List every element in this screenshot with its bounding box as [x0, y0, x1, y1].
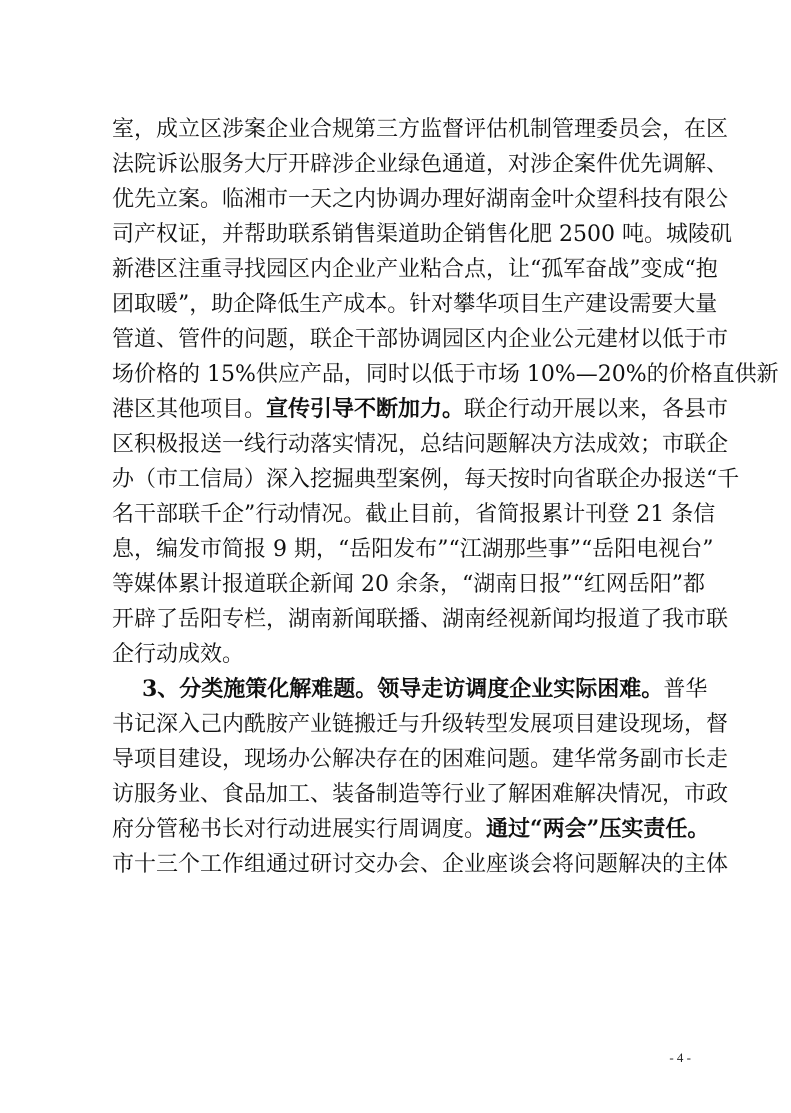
bold-text-segment: 通过“两会”压实责任。	[486, 816, 710, 842]
text-segment: 新港区注重寻找园区内企业产业粘合点，让“孤军奋战”变成“抱	[112, 257, 718, 282]
text-segment: 室，成立区涉案企业合规第三方监督评估机制管理委员会，在区	[112, 117, 729, 142]
text-segment: 普华	[663, 677, 708, 702]
text-line	[112, 322, 729, 357]
text-line	[112, 812, 710, 847]
text-line	[112, 112, 729, 147]
text-line	[112, 252, 718, 287]
text-segment: 等媒体累计报道联企新闻 20 余条，“湖南日报”“红网岳阳”都	[112, 572, 705, 597]
text-line	[112, 357, 779, 392]
bold-text-segment: 宣传引导不断加力。	[266, 396, 465, 422]
text-line	[112, 567, 705, 602]
text-line	[112, 637, 694, 672]
text-line	[112, 602, 729, 637]
text-line	[112, 777, 729, 812]
text-line	[112, 217, 732, 252]
text-line	[112, 392, 729, 427]
text-segment: 港区其他项目。	[112, 397, 267, 422]
text-segment: 府分管秘书长对行动进展实行周调度。	[112, 817, 487, 842]
text-segment: 办（市工信局）深入挖掘典型案例，每天按时向省联企办报送“千	[112, 467, 740, 492]
text-line	[112, 497, 716, 532]
text-segment: 导项目建设，现场办公解决存在的困难问题。建华常务副市长走	[112, 747, 729, 772]
text-segment: 团取暖”，助企降低生产成本。针对攀华项目生产建设需要大量	[112, 292, 718, 317]
text-segment: 管道、管件的问题，联企干部协调园区内企业公元建材以低于市	[112, 327, 729, 352]
text-line	[112, 147, 729, 182]
text-segment: 市十三个工作组通过研讨交办会、企业座谈会将问题解决的主体	[112, 852, 729, 877]
bold-text-segment: 3、分类施策化解难题。领导走访调度企业实际困难。	[142, 676, 664, 702]
text-segment: 息，编发市简报 9 期，“岳阳发布”“江湖那些事”“岳阳电视台”	[112, 537, 714, 562]
text-segment: 访服务业、食品加工、装备制造等行业了解困难解决情况，市政	[112, 782, 729, 807]
text-line	[112, 532, 714, 567]
text-line	[112, 287, 718, 322]
text-line	[112, 427, 729, 462]
text-segment: 优先立案。临湘市一天之内协调办理好湖南金叶众望科技有限公	[112, 187, 729, 212]
text-segment: 开辟了岳阳专栏，湖南新闻联播、湖南经视新闻均报道了我市联	[112, 607, 729, 632]
text-segment: 法院诉讼服务大厅开辟涉企业绿色通道，对涉企案件优先调解、	[112, 152, 729, 177]
text-segment: 司产权证，并帮助联系销售渠道助企销售化肥 2500 吨。城陵矶	[112, 222, 732, 247]
text-line	[112, 707, 729, 742]
text-line	[112, 182, 729, 217]
text-segment: 名干部联千企”行动情况。截止目前，省简报累计刊登 21 条信	[112, 502, 716, 527]
page-number: - 4 -	[669, 1050, 691, 1065]
body-text	[112, 112, 779, 882]
text-line	[112, 462, 740, 497]
text-segment: 区积极报送一线行动落实情况，总结问题解决方法成效；市联企	[112, 432, 729, 457]
text-segment: 企行动成效。	[112, 642, 245, 667]
text-segment: 场价格的 15%供应产品，同时以低于市场 10%—20%的价格直供新	[112, 362, 779, 387]
text-segment: 书记深入己内酰胺产业链搬迁与升级转型发展项目建设现场，督	[112, 712, 729, 737]
text-line	[112, 742, 729, 777]
text-line	[112, 847, 729, 882]
text-line	[112, 672, 708, 707]
text-segment: 联企行动开展以来，各县市	[464, 397, 729, 422]
